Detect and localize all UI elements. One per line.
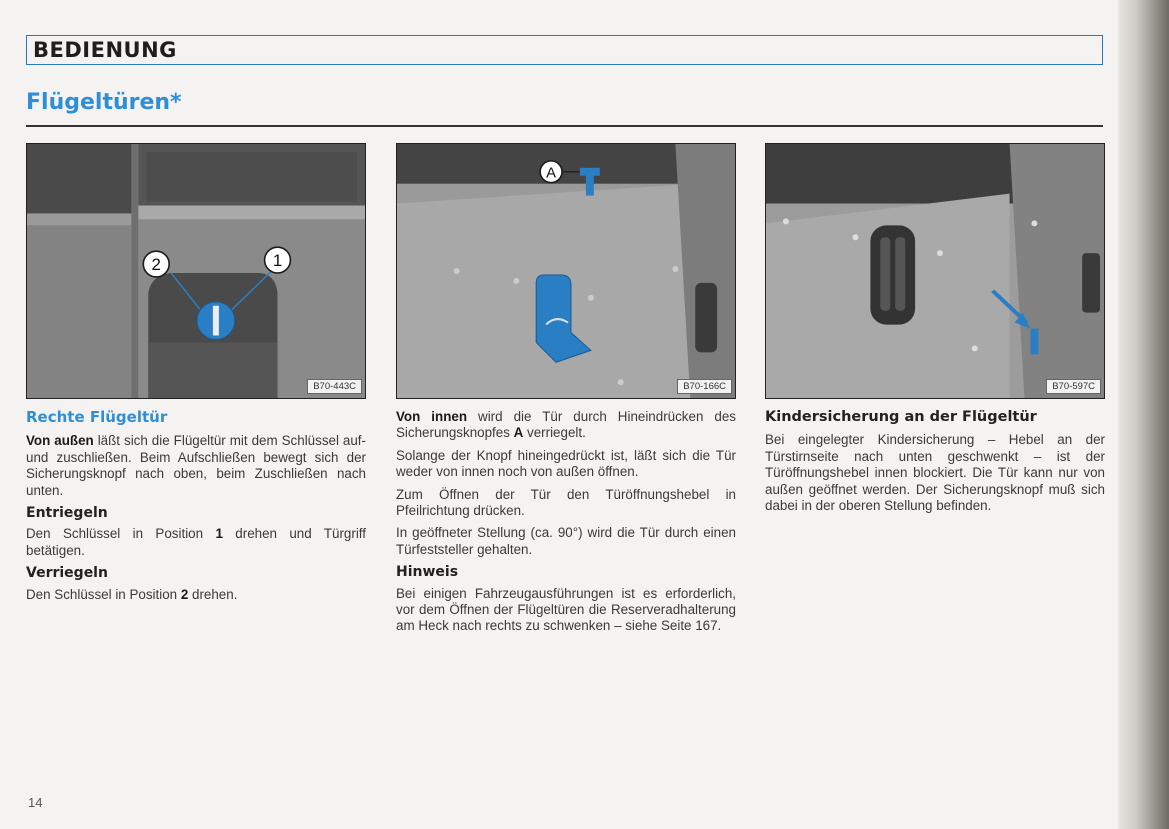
text: drehen und Türgriff betätigen. [26, 526, 366, 558]
paragraph-outside [26, 433, 366, 499]
paragraph-note: Bei einigen Fahrzeugausführungen ist es erforderlich, vor dem Öffnen der Flügeltüren die Reserveradhalterung am Heck nach rechts zu schwenken – siehe Seite 167. [396, 585, 736, 634]
bold-lead: Von innen [396, 409, 468, 424]
page-number: 14 [28, 795, 43, 810]
text: wird die Tür durch Hineindrücken des Sicherungsknopfes [396, 409, 736, 441]
heading-unlock: Entriegeln [26, 505, 108, 522]
text: Den Schlüssel in Position [26, 586, 181, 602]
photo-code: B70-443C [307, 379, 362, 394]
paragraph-open: Zum Öffnen der Tür den Türöffnungshebel in Pfeilrichtung drücken. [396, 486, 736, 519]
heading-child-lock: Kindersicherung an der Flügeltür [765, 409, 1037, 425]
text: drehen. [188, 586, 238, 602]
paragraph-pressed: Solange der Knopf hineingedrückt ist, läßt sich die Tür weder von innen noch von außen öffnen. [396, 447, 736, 480]
text: verriegelt. [523, 425, 586, 441]
heading-note: Hinweis [396, 564, 459, 581]
section-title: Flügeltüren* [26, 90, 182, 115]
label-a: A [513, 425, 524, 441]
paragraph-inside [396, 409, 736, 442]
position-number: 2 [180, 586, 189, 602]
column-right-door [26, 409, 366, 609]
paragraph-stop: In geöffneter Stellung (ca. 90°) wird die Tür durch einen Türfeststeller gehalten. [396, 525, 736, 557]
book-spine-shadow [1118, 0, 1169, 829]
paragraph-text: läßt sich die Flügeltür mit dem Schlüssel auf- und zuschließen. Beim Aufschließen bewegt sich der Sicherungsknopf nach oben, beim Zuschließen nach unten. [26, 433, 366, 498]
bold-lead: Von außen [26, 433, 94, 449]
heading-right-door: Rechte Flügeltür [26, 408, 168, 426]
callout-a: A [546, 165, 557, 182]
position-number: 1 [215, 526, 223, 542]
callout-2: 2 [151, 255, 161, 275]
column-inside [396, 409, 736, 641]
photo-door-inside [396, 143, 736, 399]
paragraph-child-lock: Bei eingelegter Kindersicherung – Hebel an der Türstirnseite nach unten geschwenkt – ist der Türöffnungshebel innen blockiert. Die Tür kann nur von außen geöffnet werden. Der Sicherungsknopf muß sich dabei in der oberen Stellung befinden. [765, 432, 1105, 514]
photo-door-lock [26, 143, 366, 399]
paragraph-unlock [26, 526, 366, 559]
chapter-header [26, 35, 1103, 65]
chapter-title: BEDIENUNG [33, 38, 177, 62]
callout-1: 1 [272, 251, 283, 271]
section-divider [26, 125, 1103, 127]
column-child-lock [765, 409, 1105, 520]
photo-code: B70-166C [677, 379, 732, 394]
photo-code: B70-597C [1046, 379, 1101, 394]
paragraph-lock [26, 587, 366, 603]
heading-lock: Verriegeln [26, 565, 108, 582]
text: Den Schlüssel in Position [26, 526, 216, 542]
photo-child-lock [765, 143, 1105, 399]
